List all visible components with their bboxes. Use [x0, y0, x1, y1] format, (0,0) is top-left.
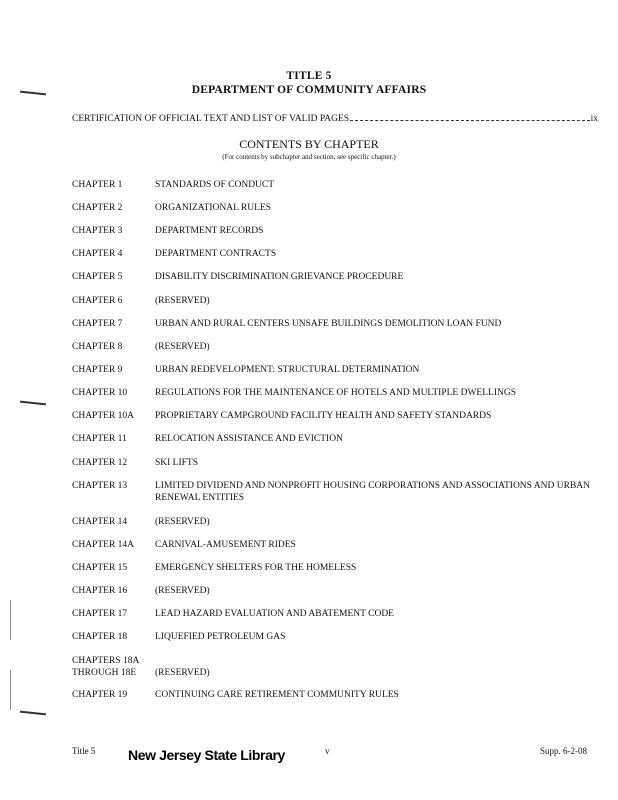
chapter-number: CHAPTER 19 — [72, 690, 128, 700]
contents-note: (For contents by subchapter and section, see specific chapter.) — [222, 153, 396, 161]
department-title: DEPARTMENT OF COMMUNITY AFFAIRS — [191, 84, 427, 96]
footer-title: Title 5 — [72, 746, 96, 756]
page-title: TITLE 5 — [286, 70, 332, 82]
chapter-name: (RESERVED) — [155, 296, 210, 306]
chapter-number: CHAPTER 14 — [72, 517, 128, 527]
chapter-number: CHAPTER 12 — [72, 458, 128, 468]
chapter-number: CHAPTER 11 — [72, 434, 127, 444]
chapter-name: DEPARTMENT CONTRACTS — [155, 249, 277, 259]
chapter-name: (RESERVED) — [155, 342, 210, 352]
chapter-number: CHAPTER 15 — [72, 563, 128, 573]
chapter-name: URBAN REDEVELOPMENT: STRUCTURAL DETERMINATION — [155, 365, 420, 375]
chapter-name: LIMITED DIVIDEND AND NONPROFIT HOUSING CORPORATIONS AND ASSOCIATIONS AND URBAN RENEWAL ENTITIES — [155, 481, 591, 503]
chapter-name: RELOCATION ASSISTANCE AND EVICTION — [155, 434, 343, 444]
chapter-number: CHAPTER 18 — [72, 632, 128, 642]
certification-label: CERTIFICATION OF OFFICIAL TEXT AND LIST OF VALID PAGES — [72, 114, 350, 124]
chapter-name: STANDARDS OF CONDUCT — [155, 180, 275, 190]
chapter-number: CHAPTER 10 — [72, 388, 128, 398]
chapter-number: CHAPTER 10A — [72, 411, 135, 421]
chapter-number: CHAPTER 1 — [72, 180, 123, 190]
supplement-date: Supp. 6-2-08 — [540, 746, 587, 756]
chapter-name: (RESERVED) — [155, 668, 210, 678]
chapter-number: CHAPTER 16 — [72, 586, 128, 596]
chapter-number: CHAPTER 7 — [72, 319, 123, 329]
chapter-number: CHAPTER 6 — [72, 296, 123, 306]
library-stamp: New Jersey State Library — [128, 747, 285, 763]
chapter-name: PROPRIETARY CAMPGROUND FACILITY HEALTH AND SAFETY STANDARDS — [155, 411, 492, 421]
contents-heading: CONTENTS BY CHAPTER — [239, 137, 379, 151]
chapter-number: CHAPTER 8 — [72, 342, 123, 352]
chapter-name: URBAN AND RURAL CENTERS UNSAFE BUILDINGS DEMOLITION LOAN FUND — [155, 319, 502, 329]
chapter-number: CHAPTER 9 — [72, 365, 123, 375]
page-number: v — [325, 746, 330, 756]
chapter-name: LEAD HAZARD EVALUATION AND ABATEMENT CODE — [155, 609, 394, 619]
chapter-name: ORGANIZATIONAL RULES — [155, 203, 272, 213]
chapter-name: DEPARTMENT RECORDS — [155, 226, 264, 236]
chapter-name: (RESERVED) — [155, 517, 210, 527]
chapter-number: CHAPTER 4 — [72, 249, 123, 259]
chapter-name: EMERGENCY SHELTERS FOR THE HOMELESS — [155, 563, 357, 573]
chapter-name: CONTINUING CARE RETIREMENT COMMUNITY RULES — [155, 690, 399, 700]
chapter-number: CHAPTER 13 — [72, 481, 128, 491]
chapter-number: CHAPTER 14A — [72, 540, 135, 550]
chapter-number: CHAPTERS 18A THROUGH 18E — [72, 656, 139, 678]
chapter-name: LIQUEFIED PETROLEUM GAS — [155, 632, 286, 642]
chapter-name: (RESERVED) — [155, 586, 210, 596]
certification-page: ix — [590, 114, 598, 124]
chapter-name: SKI LIFTS — [155, 458, 199, 468]
chapter-name: REGULATIONS FOR THE MAINTENANCE OF HOTELS AND MULTIPLE DWELLINGS — [155, 388, 516, 398]
chapter-name: DISABILITY DISCRIMINATION GRIEVANCE PROCEDURE — [155, 272, 404, 282]
chapter-number: CHAPTER 2 — [72, 203, 123, 213]
chapter-number: CHAPTER 3 — [72, 226, 123, 236]
chapter-number: CHAPTER 17 — [72, 609, 128, 619]
chapter-number: CHAPTER 5 — [72, 272, 123, 282]
chapter-name: CARNIVAL-AMUSEMENT RIDES — [155, 540, 296, 550]
